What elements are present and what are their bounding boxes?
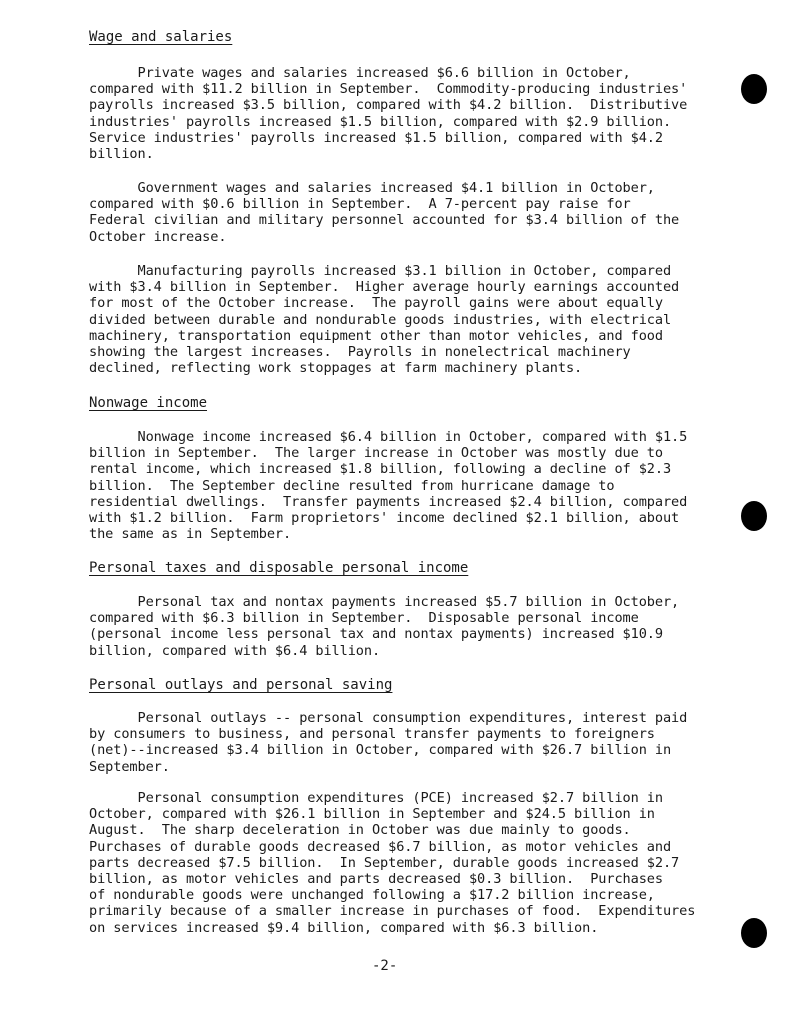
punch-hole-top — [741, 74, 767, 104]
section-heading-personal-outlays: Personal outlays and personal saving — [89, 677, 393, 693]
section-heading-personal-taxes: Personal taxes and disposable personal income — [89, 560, 469, 576]
paragraph-pce: Personal consumption expenditures (PCE) increased $2.7 billion in October, compared with $26.1 billion in September and $24.5 billion in August. The sharp deceleration in October was due mainly to goods. Purchases of durable goods decreased $6.7 billion, as motor vehicles and parts decreased $7.5 billion. In September, durable goods increased $2.7 billion, as motor vehicles and parts decreased $0.3 billion. Purchases of nondurable goods were unchanged following a $17.2 billion increase, primarily because of a smaller increase in purchases of food. Expenditures on services increased $9.4 billion, compared with $6.3 billion. — [89, 790, 696, 936]
paragraph-private-wages: Private wages and salaries increased $6.6 billion in October, compared with $11.2 billion in September. Commodity-producing industries' payrolls increased $3.5 billion, compared with $4.2 billion. Distributive industries' payrolls increased $1.5 billion, compared with $2.9 billion. Service industries' payrolls increased $1.5 billion, compared with $4.2 billion. — [89, 65, 688, 163]
paragraph-personal-outlays: Personal outlays -- personal consumption expenditures, interest paid by consumers to business, and personal transfer payments to foreigners (net)--increased $3.4 billion in October, compared with $26.7 billion in September. — [89, 710, 688, 775]
section-heading-wage-and-salaries: Wage and salaries — [89, 29, 233, 45]
section-heading-nonwage-income: Nonwage income — [89, 395, 208, 411]
punch-hole-middle — [741, 501, 767, 531]
punch-hole-bottom — [741, 918, 767, 948]
paragraph-nonwage-income: Nonwage income increased $6.4 billion in October, compared with $1.5 billion in September. The larger increase in October was mostly due to rental income, which increased $1.8 billion, following a decline of $2.3 billion. The September decline resulted from hurricane damage to residential dwellings. Transfer payments increased $2.4 billion, compared with $1.2 billion. Farm proprietors' income declined $2.1 billion, about the same as in September. — [89, 429, 688, 543]
page-number: -2- — [372, 958, 398, 974]
paragraph-government-wages: Government wages and salaries increased $4.1 billion in October, compared with $0.6 billion in September. A 7-percent pay raise for Federal civilian and military personnel accounted for $3.4 billion of the October increase. — [89, 180, 680, 245]
paragraph-manufacturing-payrolls: Manufacturing payrolls increased $3.1 billion in October, compared with $3.4 billion in September. Higher average hourly earnings accounted for most of the October increase. The payroll gains were about equally divided between durable and nondurable goods industries, with electrical machinery, transportation equipment other than motor vehicles, and food showing the largest increases. Payrolls in nonelectrical machinery declined, reflecting work stoppages at farm machinery plants. — [89, 263, 680, 377]
paragraph-personal-taxes: Personal tax and nontax payments increased $5.7 billion in October, compared with $6.3 billion in September. Disposable personal income (personal income less personal tax and nontax payments) increased $10.9 billion, compared with $6.4 billion. — [89, 594, 680, 659]
